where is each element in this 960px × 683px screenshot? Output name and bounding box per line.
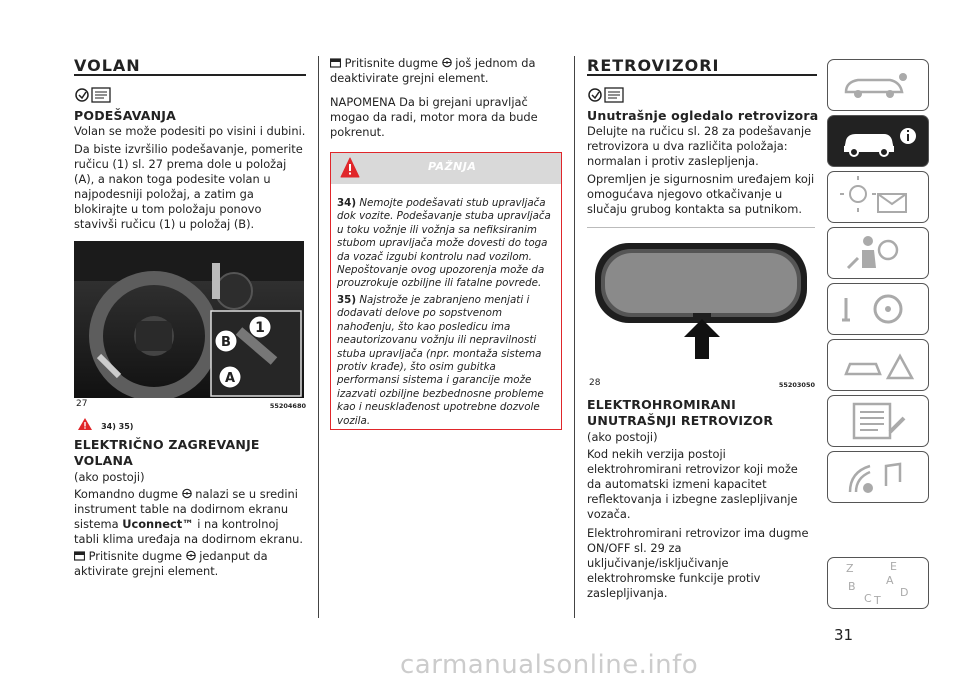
warning-number: 34) [337, 197, 357, 209]
steering-wheel-icon [828, 284, 928, 334]
warning-number: 35) [337, 294, 357, 306]
paragraph-2: Da biste izvršilio podešavanje, pomerite ručicu (1) sl. 27 prema dole u položaj (A), a nakon toga podesite volan u najpodesniji položaj, a zatim ga blokirajte u tom položaju ponovo stavivši ručicu (1) u položaj (B). [74, 142, 303, 231]
warning-header [331, 153, 561, 184]
car-info-icon [828, 116, 928, 166]
warning-reference [78, 414, 133, 433]
tab-lights[interactable] [827, 171, 929, 223]
mirror-figure [587, 227, 815, 377]
watermark: carmanualsonline.info [400, 650, 699, 680]
tab-index[interactable] [827, 557, 929, 609]
figure-marker-b: B [221, 335, 231, 350]
manual-icon [74, 84, 114, 110]
tab-dashboard[interactable] [827, 59, 929, 111]
tab-multimedia[interactable] [827, 451, 929, 503]
paragraph-1 [330, 56, 562, 86]
warning-triangle-icon [340, 157, 360, 179]
warning-triangle-icon [78, 418, 92, 430]
paragraph-1: Volan se može podesiti po visini i dubini. [74, 124, 306, 138]
p1-start: Pritisnite dugme [344, 56, 438, 70]
figure-code: 55203050 [778, 381, 815, 389]
lights-icon [828, 172, 928, 222]
figure-number: 27 [76, 399, 88, 409]
note-paragraph: NAPOMENA Da bi grejani upravljač mogao da radi, motor mora da bude pokrenut. [330, 95, 538, 139]
page-number: 31 [834, 626, 854, 644]
tab-breakdown[interactable] [827, 339, 929, 391]
index-letter: A [886, 574, 894, 587]
index-letter: Z [846, 562, 854, 575]
warning-text: Najstrože je zabranjeno menjati i dodavati delove po sopstvenom nahođenju, što kao posledicu ima neautorizovanu vožnju ili nepravilnosti stuba upravljača (npr. montaža sistema protiv krađe), što osim gubitka performansi sistema i garancije može izazvati ozbiljne bezbednosne probleme kao i neusklađenost upotrebne dozvole vozila. [337, 294, 544, 427]
column-divider [574, 56, 575, 618]
warning-refs-text: 34) 35) [101, 422, 134, 431]
section-rule [587, 74, 817, 76]
subtitle-electrochromic: ELEKTROHROMIRANI UNUTRAŠNJI RETROVIZOR [587, 397, 774, 428]
column-divider [318, 56, 319, 618]
p1-end: još jednom da deaktivirate grejni element. [330, 56, 536, 85]
p4-middle: nalazi se u sredini instrument table na dodirnom ekranu sistema [74, 487, 298, 531]
figure-number: 28 [589, 378, 601, 388]
uconnect-label: Uconnect™ [122, 517, 194, 531]
tab-car-info[interactable] [827, 115, 929, 167]
figure-marker-1: 1 [255, 320, 265, 336]
paragraph-3: (ako postoji) [587, 430, 658, 444]
steering-wheel-figure [74, 241, 304, 398]
tab-airbag[interactable] [827, 227, 929, 279]
warning-label: PAŽNJA [428, 160, 477, 173]
paragraph-5 [74, 549, 306, 579]
paragraph-1: Delujte na ručicu sl. 28 za podešavanje retrovizora u dva različita položaja: normalan i protiv zaslepljenja. [587, 124, 812, 168]
paragraph-4 [74, 487, 306, 547]
paragraph-2: Opremljen je sigurnosnim uređajem koji omogućava njegovo otkačivanje u slučaju grubog kontakta sa putnikom. [587, 172, 815, 216]
p4-end: i na kontrolnoj tabli klima uređaja na dodirnom ekranu. [74, 517, 304, 546]
subtitle-podesavanja: PODEŠAVANJA [74, 108, 177, 123]
subtitle-inner-mirror: Unutrašnje ogledalo retrovizora [587, 108, 819, 123]
p5-end: jedanput da aktivirate grejni element. [74, 549, 268, 578]
multimedia-icon [828, 452, 928, 502]
warning-box [330, 152, 562, 430]
index-letter: D [900, 586, 909, 599]
press-icon [74, 551, 85, 561]
section-title-retrovizori: RETROVIZORI [587, 56, 720, 75]
tab-steering[interactable] [827, 283, 929, 335]
press-icon [330, 58, 341, 68]
figure-code: 55204680 [269, 402, 306, 410]
p5-start: Pritisnite dugme [88, 549, 182, 563]
paragraph-4: Kod nekih verzija postoji elektrohromirani retrovizor koji može da automatski izmeni kapacitet reflektovanja i izbegne zaslepljivanje vozača. [587, 447, 798, 521]
index-icon [828, 558, 928, 608]
index-letter: E [890, 560, 897, 573]
index-letter: B [848, 580, 856, 593]
airbag-icon [828, 228, 928, 278]
breakdown-icon [828, 340, 928, 390]
paragraph-5: Elektrohromirani retrovizor ima dugme ON/OFF sl. 29 za uključivanje/isključivanje elektrohromske funkcije protiv zaslepljivanja. [587, 526, 809, 600]
warning-item-35 [337, 294, 555, 428]
warning-text: Nemojte podešavati stub upravljača dok vozite. Podešavanje stuba upravljača u toku vožnje ili vožnja sa nefiksiranim stubom upravljača može dovesti do toga da vozač izgubi kontrolu nad vozilom. Nepoštovanje ovog upozorenja može da prouzrokuje ozbiljne ili fatalne povrede. [337, 197, 551, 290]
paragraph-3: (ako postoji) [74, 470, 145, 484]
index-letter: C [864, 592, 872, 605]
heated-wheel-icon [182, 488, 192, 499]
manual-icon [587, 84, 627, 110]
dashboard-icon [828, 60, 928, 110]
maintenance-icon [828, 396, 928, 446]
heated-wheel-icon [442, 57, 452, 68]
figure-marker-a: A [224, 371, 236, 386]
p4-start: Komandno dugme [74, 487, 178, 501]
section-title-volan: VOLAN [74, 56, 141, 75]
subtitle-heated-steering: ELEKTRIČNO ZAGREVANJE VOLANA [74, 437, 260, 468]
section-rule [74, 74, 306, 76]
index-letter: T [874, 594, 881, 607]
warning-item-34 [337, 197, 555, 291]
heated-wheel-icon [186, 550, 196, 561]
tab-maintenance[interactable] [827, 395, 929, 447]
